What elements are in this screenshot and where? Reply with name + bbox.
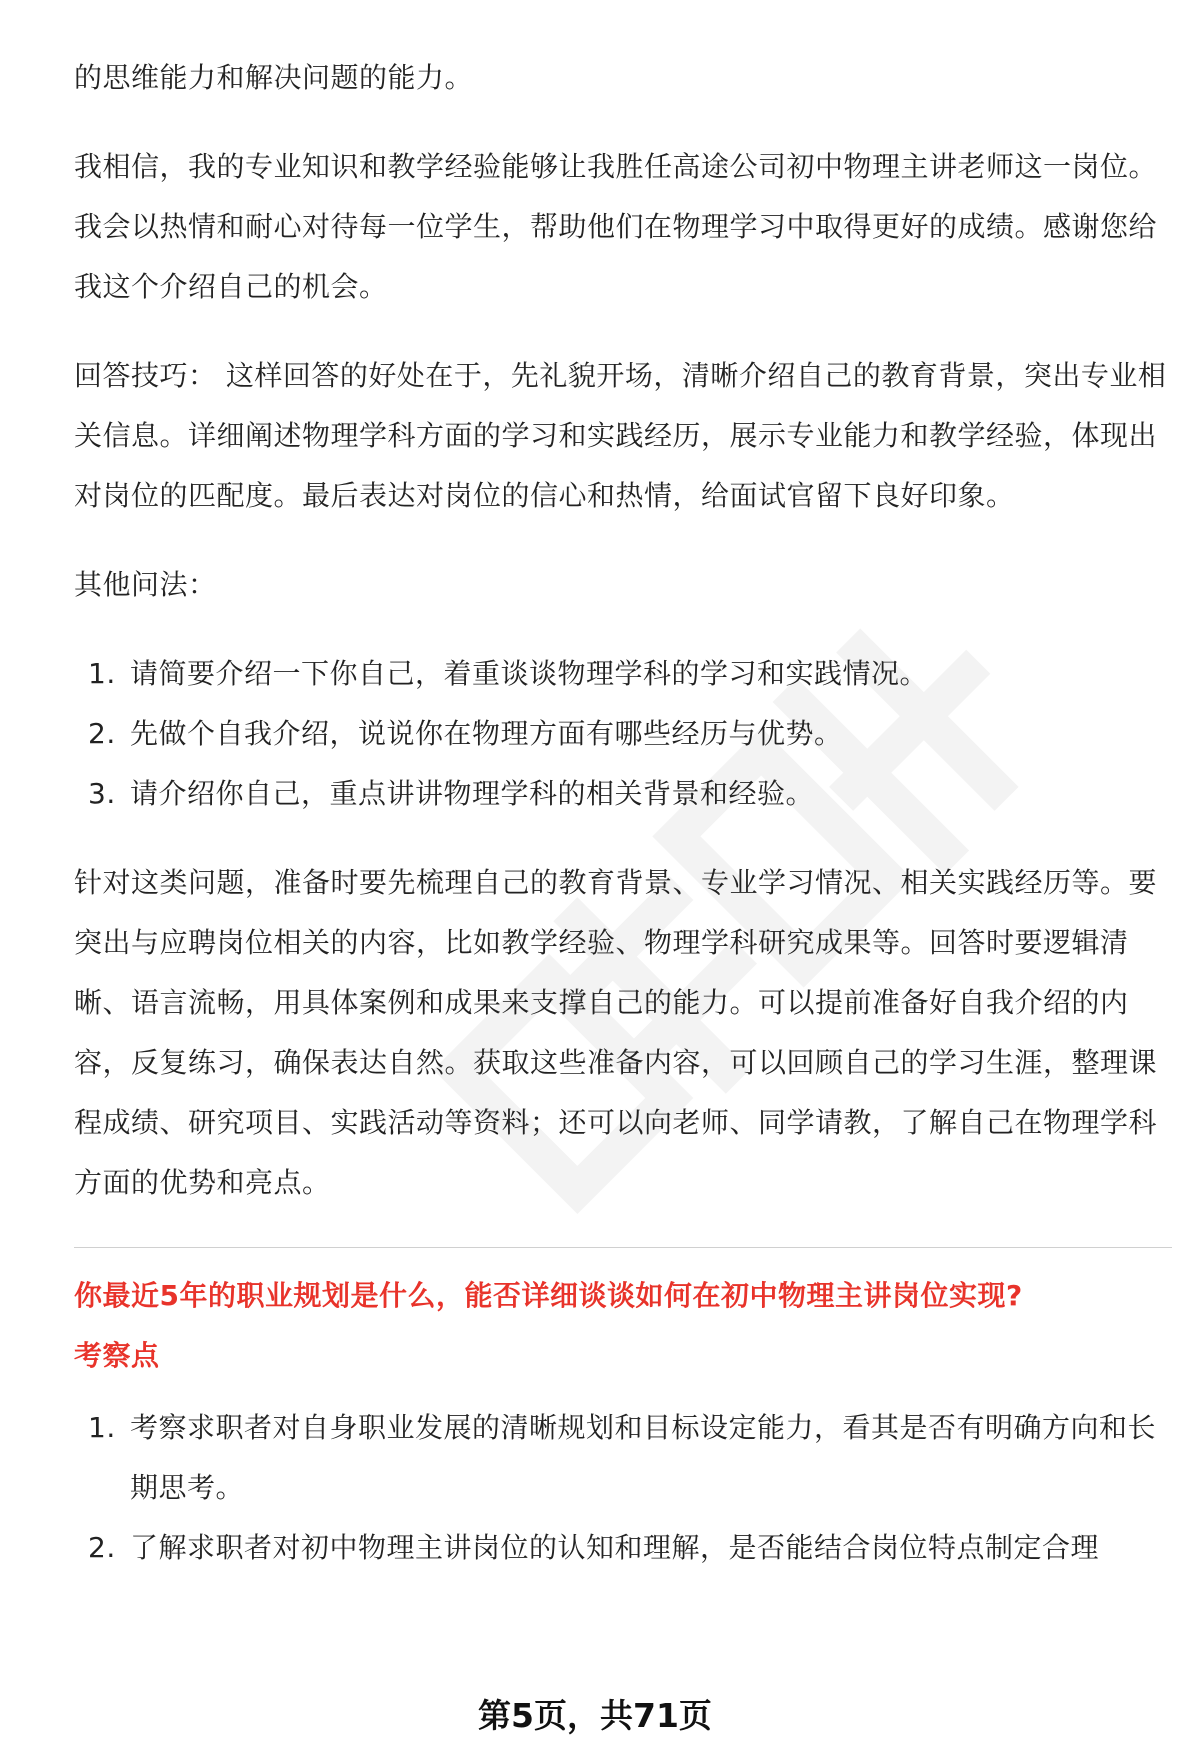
list-number: 2. [88, 717, 116, 750]
list-number: 3. [88, 777, 116, 810]
list-text: 先做个自我介绍，说说你在物理方面有哪些经历与优势。 [130, 717, 843, 750]
paragraph-answer-tips: 回答技巧： 这样回答的好处在于，先礼貌开场，清晰介绍自己的教育背景，突出专业相关信息。详细阐述物理学科方面的学习和实践经历，展示专业能力和教学经验，体现出对岗位的匹配度。最后表达对岗位的信心和热情，给面试官留下良好印象。 [74, 359, 1167, 512]
list-text: 请介绍你自己，重点讲讲物理学科的相关背景和经验。 [130, 777, 815, 810]
paragraph-other-asks-label: 其他问法： [74, 568, 217, 601]
question-heading: 你最近5年的职业规划是什么，能否详细谈谈如何在初中物理主讲岗位实现? [74, 1279, 1023, 1312]
list-item [74, 1518, 1172, 1578]
checkpoints-title: 考察点 [74, 1339, 160, 1372]
paragraph-continuation: 的思维能力和解决问题的能力。 [74, 61, 474, 94]
list-text: 考察求职者对自身职业发展的清晰规划和目标设定能力，看其是否有明确方向和长期思考。 [130, 1411, 1157, 1504]
list-item [74, 704, 1172, 764]
list-text: 了解求职者对初中物理主讲岗位的认知和理解，是否能结合岗位特点制定合理 [130, 1531, 1100, 1564]
list-number: 1. [88, 657, 116, 690]
paragraph-confidence: 我相信，我的专业知识和教学经验能够让我胜任高途公司初中物理主讲老师这一岗位。我会以热情和耐心对待每一位学生，帮助他们在物理学习中取得更好的成绩。感谢您给我这个介绍自己的机会。 [74, 150, 1158, 303]
page-content [74, 48, 1172, 1607]
page-number-footer: 第5页，共71页 [478, 1696, 712, 1735]
list-item [74, 764, 1172, 824]
other-questions-list [74, 644, 1172, 824]
paragraph-preparation: 针对这类问题，准备时要先梳理自己的教育背景、专业学习情况、相关实践经历等。要突出与应聘岗位相关的内容，比如教学经验、物理学科研究成果等。回答时要逻辑清晰、语言流畅，用具体案例和成果来支撑自己的能力。可以提前准备好自我介绍的内容，反复练习，确保表达自然。获取这些准备内容，可以回顾自己的学习生涯，整理课程成绩、研究项目、实践活动等资料；还可以向老师、同学请教，了解自己在物理学科方面的优势和亮点。 [74, 866, 1158, 1199]
list-number: 1. [88, 1411, 116, 1444]
section-divider [74, 1247, 1172, 1248]
list-number: 2. [88, 1531, 116, 1564]
checkpoints-list [74, 1398, 1172, 1578]
list-item [74, 644, 1172, 704]
list-text: 请简要介绍一下你自己，着重谈谈物理学科的学习和实践情况。 [130, 657, 929, 690]
list-item [74, 1398, 1172, 1518]
